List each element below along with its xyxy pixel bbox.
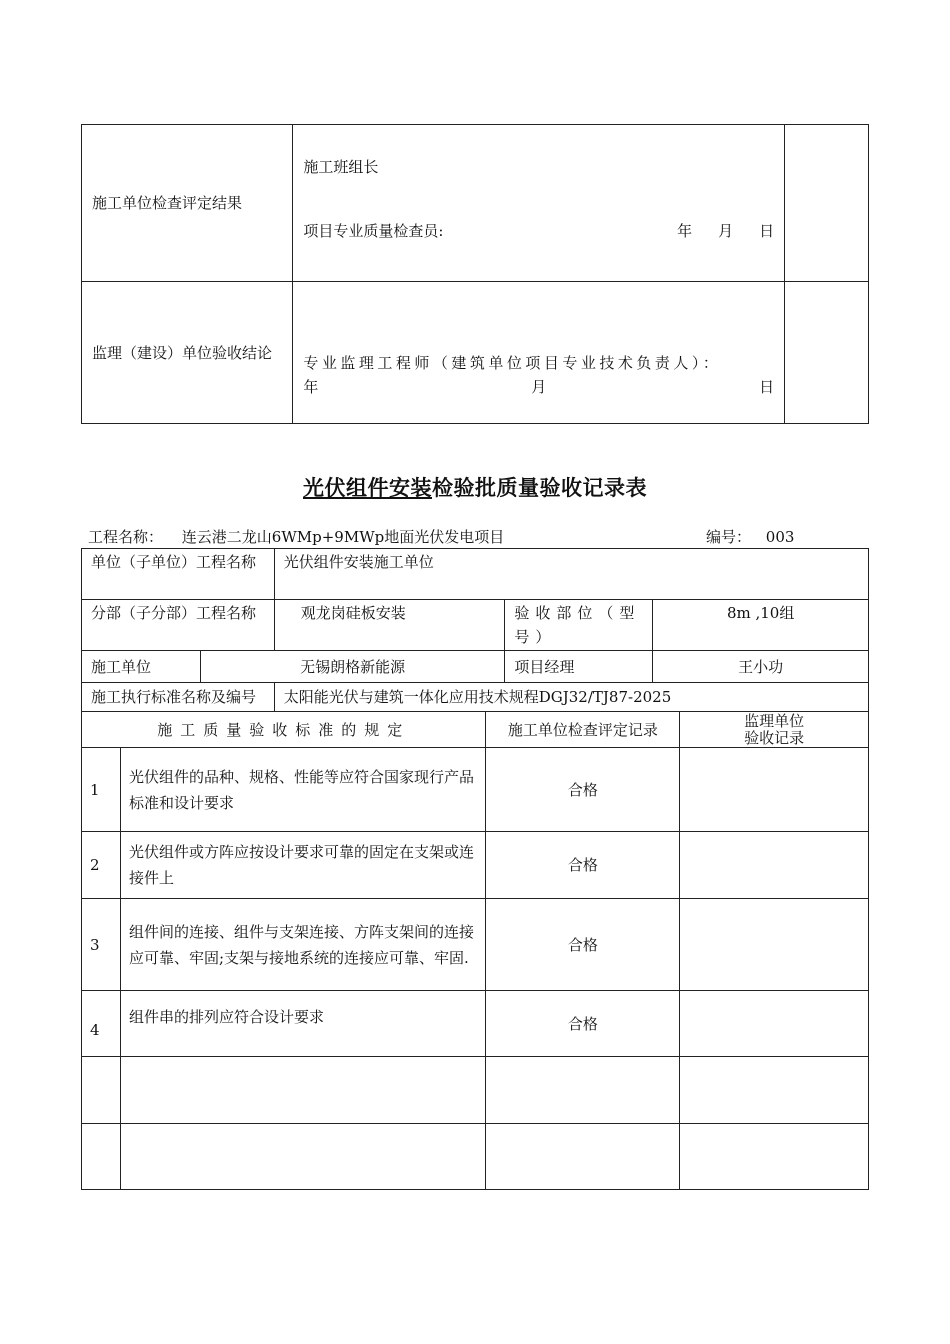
supervision-header-line2: 验收记录 [744,728,805,747]
supervision-header-line1: 监理单位 [744,711,805,730]
team-leader-label: 施工班组长 [303,158,379,176]
check-result [486,1057,680,1124]
project-name-value: 连云港二龙山6WMp+9MWp地面光伏发电项目 [181,528,505,546]
sub-project-value: 观龙岗硅板安装 [274,600,505,651]
contractor-value: 无锡朗格新能源 [200,651,505,683]
supervising-engineer-label: 专业监理工程师（建筑单位项目专业技术负责人）： [303,354,722,372]
contractor-result-label: 施工单位检查评定结果 [82,125,293,282]
contractor-result-cell [293,125,785,282]
supervision-conclusion-label: 监理（建设）单位验收结论 [82,282,293,424]
rule-text: 组件串的排列应符合设计要求 [120,991,486,1057]
table-row [82,748,869,832]
rule-text: 光伏组件或方阵应按设计要求可靠的固定在支架或连接件上 [120,832,486,899]
supervision-record-header [680,712,869,748]
table-row [82,1124,869,1190]
table-row [82,899,869,991]
contractor-label: 施工单位 [82,651,201,683]
supervision-result [680,1124,869,1190]
unit-project-label: 单位（子单位）工程名称 [82,549,275,600]
contractor-result-extra [785,125,869,282]
table-row [82,1057,869,1124]
contractor-result-row [82,125,869,282]
project-name-label: 工程名称： [88,528,164,546]
contractor-row [82,651,869,683]
supervision-result [680,832,869,899]
day-label: 日 [759,222,775,240]
date-fields [303,375,774,399]
quality-inspector-line [303,219,774,243]
check-result: 合格 [486,748,680,832]
year-label: 年 [677,222,693,240]
title-underlined: 光伏组件安装 [303,476,432,500]
month-label: 月 [718,222,734,240]
standards-header-row [82,712,869,748]
project-name-line [88,526,504,547]
project-manager-value: 王小功 [653,651,869,683]
project-info-table [81,548,869,712]
document-number-line [706,526,794,547]
date-fields [677,219,774,243]
standard-value: 太阳能光伏与建筑一体化应用技术规程DGJ32/TJ87-2025 [274,683,868,712]
rule-header: 施工质量验收标准的规定 [82,712,486,748]
quality-inspector-label: 项目专业质量检查员: [303,222,444,240]
supervision-conclusion-cell [293,282,785,424]
document-number-label: 编号： [706,528,752,546]
sub-project-row [82,600,869,651]
acceptance-standards-table [81,711,869,1190]
rule-text: 光伏组件的品种、规格、性能等应符合国家现行产品标准和设计要求 [120,748,486,832]
project-manager-label: 项目经理 [505,651,653,683]
row-number: 3 [82,899,121,991]
supervision-conclusion-extra [785,282,869,424]
check-record-header: 施工单位检查评定记录 [486,712,680,748]
standard-label: 施工执行标准名称及编号 [82,683,275,712]
supervision-result [680,991,869,1057]
rule-text [120,1124,486,1190]
check-result: 合格 [486,991,680,1057]
document-number-value: 003 [765,528,795,546]
supervision-result [680,899,869,991]
day-label: 日 [759,378,775,396]
rule-text: 组件间的连接、组件与支架连接、方阵支架间的连接应可靠、牢固;支架与接地系统的连接应可靠、牢固. [120,899,486,991]
check-result: 合格 [486,899,680,991]
sub-project-label: 分部（子分部）工程名称 [82,600,275,651]
supervision-conclusion-row [82,282,869,424]
rule-text [120,1057,486,1124]
row-number [82,1124,121,1190]
document-title [0,472,950,502]
unit-project-row [82,549,869,600]
year-label: 年 [303,378,319,396]
inspection-part-value: 8m ,10组 [653,600,869,651]
check-result [486,1124,680,1190]
acceptance-signoff-table [81,124,869,424]
row-number [82,1057,121,1124]
month-label: 月 [531,378,547,396]
title-rest: 检验批质量验收记录表 [432,476,647,500]
unit-project-value: 光伏组件安装施工单位 [274,549,868,600]
standard-row [82,683,869,712]
table-row [82,832,869,899]
row-number: 1 [82,748,121,832]
inspection-part-label: 验收部位（型号） [505,600,653,651]
supervision-result [680,748,869,832]
row-number: 2 [82,832,121,899]
check-result: 合格 [486,832,680,899]
supervision-result [680,1057,869,1124]
table-row [82,991,869,1057]
row-number: 4 [82,991,121,1057]
